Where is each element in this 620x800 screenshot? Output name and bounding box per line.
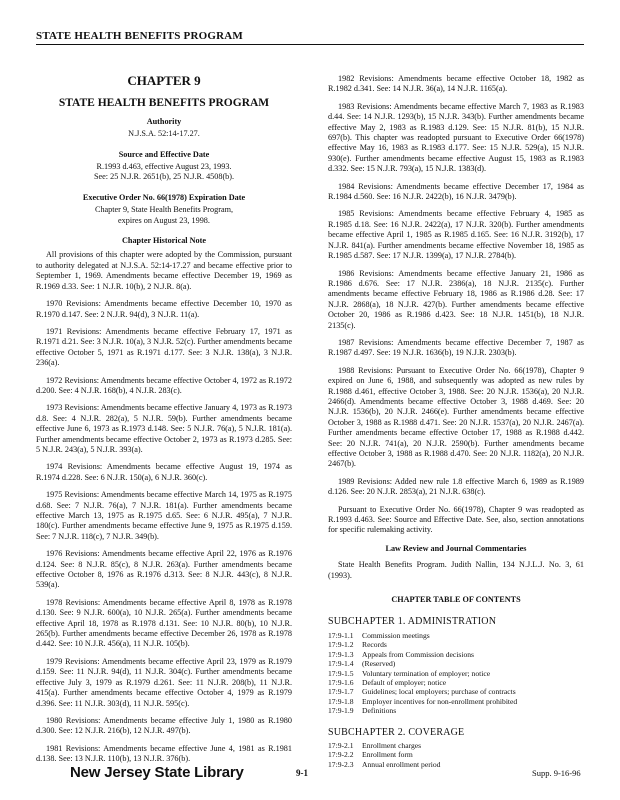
toc-section-number: 17:9-2.1 [328, 740, 354, 750]
authority-text: N.J.S.A. 52:14-17.27. [128, 129, 200, 139]
toc-list [328, 631, 584, 716]
toc-section-number: 17:9-1.2 [328, 640, 354, 650]
history-paragraph: 1980 Revisions: Amendments became effective July 1, 1980 as R.1980 d.300. See: 12 N.J.R. 216(b), 12 N.J.R. 497(b). [36, 715, 292, 736]
history-paragraph: All provisions of this chapter were adopted by the Commission, pursuant to authority delegated at N.J.S.A. 52:14-17.27 and became effective prior to September 1, 1969. Amendments became effective December 19, 1969 as R.1969 d.33. See: 1 N.J.R. 10(b), 2 N.J.R. 8(a). [36, 250, 292, 291]
toc-row[interactable] [328, 741, 584, 750]
history-paragraph: 1989 Revisions: Added new rule 1.8 effective March 6, 1989 as R.1989 d.126. See: 20 N.J.R. 2853(a), 21 N.J.R. 638(c). [328, 476, 584, 497]
history-paragraph: 1974 Revisions: Amendments became effective August 19, 1974 as R.1974 d.228. See: 6 N.J.R. 150(a), 6 N.J.R. 360(c). [36, 462, 292, 482]
toc-section-number: 17:9-1.7 [328, 687, 354, 697]
history-paragraph: 1988 Revisions: Pursuant to Executive Order No. 66(1978), Chapter 9 expired on June 6, 1988, and subsequently was adopted as new rules by R.1988 d.461, effective October 3, 1988. See: 20 N.J.R. 1536(a), 20 N.J.R. 2466(d). Amendments became effective October 3, 1988 d.469. See: 20 N.J.R. 1536(b), 20 N.J.R. 2466(e). Further amendments became effective October 3, 1988 as R.1988 d.471. See: 20 N.J.R. 1537(a), 20 N.J.R. 2467(a). Further amendments became effective October 17, 1988 as R.1988 d.442. See: 20 N.J.R. 741(a), 20 N.J.R. 2590(b). Further amendments became effective October 3, 1988 as R.1988 d.470. See: 20 N.J.R. 1182(a), 20 N.J.R. 2467(b). [328, 365, 584, 469]
toc-section-title: Voluntary termination of employer; notice [362, 668, 491, 678]
toc-section-title: (Reserved) [362, 659, 396, 669]
toc-row[interactable] [328, 650, 584, 659]
history-paragraph: 1971 Revisions: Amendments became effective February 17, 1971 as R.1971 d.21. See: 3 N.J.R. 10(a), 3 N.J.R. 52(c). Further amendments became effective October 5, 1971 as R.1971 d.177. See: 3 N.J.R. 138(a), 3 N.J.R. 236(a). [36, 326, 292, 368]
history-paragraph: 1975 Revisions: Amendments became effective March 14, 1975 as R.1975 d.68. See: 7 N.J.R. 76(a), 7 N.J.R. 181(a). Further amendments became effective March 13, 1975 as R.1975 d.65. See: 6 N.J.R. 495(a), 7 N.J.R. 180(c). Further amendments became effective June 9, 1975 as R.1975 d.159. See: 7 N.J.R. 118(c), 7 N.J.R. 349(b). [36, 490, 292, 541]
chapter-number: CHAPTER 9 [127, 73, 201, 88]
toc-section-number: 17:9-1.6 [328, 677, 354, 687]
authority-heading: Authority [146, 116, 182, 126]
right-column [328, 74, 584, 769]
toc-row[interactable] [328, 706, 584, 715]
history-paragraph: 1987 Revisions: Amendments became effective December 7, 1987 as R.1987 d.497. See: 19 N.J.R. 1636(b), 19 N.J.R. 2303(b). [328, 337, 584, 358]
toc-row[interactable] [328, 640, 584, 649]
toc-section-title: Guidelines; local employers; purchase of contracts [362, 687, 516, 697]
toc-row[interactable] [328, 669, 584, 678]
exec-order-heading: Executive Order No. 66(1978) Expiration Date [82, 192, 246, 202]
history-paragraph: 1978 Revisions: Amendments became effective April 8, 1978 as R.1978 d.130. See: 9 N.J.R. 600(a), 10 N.J.R. 265(a). Further amendments became effective April 18, 1978 as R.1978 d.131. See: 10 N.J.R. 80(b), 10 N.J.R. 265(b). Further amendments became effective December 26, 1978 as R.1978 d.442. See: 10 N.J.R. 456(a), 11 N.J.R. 105(b). [36, 597, 292, 649]
subchapter-2-title: SUBCHAPTER 2. COVERAGE [328, 726, 465, 738]
left-column [36, 72, 292, 772]
page-number: 9-1 [296, 768, 308, 778]
history-paragraph: 1982 Revisions: Amendments became effective October 18, 1982 as R.1982 d.341. See: 14 N.J.R. 36(a), 14 N.J.R. 1165(a). [328, 74, 584, 94]
toc-section-title: Default of employer; notice [362, 677, 447, 687]
exec-order-line: Chapter 9, State Health Benefits Program, [94, 205, 234, 215]
toc-row[interactable] [328, 697, 584, 706]
toc-section-title: Annual enrollment period [362, 759, 441, 769]
toc-row[interactable] [328, 678, 584, 687]
chapter-title: STATE HEALTH BENEFITS PROGRAM [58, 97, 270, 110]
toc-section-number: 17:9-1.9 [328, 706, 354, 716]
source-heading: Source and Effective Date [118, 149, 210, 159]
toc-section-title: Enrollment form [362, 750, 413, 760]
history-paragraph: 1983 Revisions: Amendments became effective March 7, 1983 as R.1983 d.44. See: 14 N.J.R. 1293(b), 15 N.J.R. 343(b). Further amendments became effective May 2, 1983 as R.1983 d.129. See: 15 N.J.R. 81(b), 15 N.J.R. 697(b). This chapter was readopted pursuant to Executive Order 66(1978) effective May 16, 1983 as R.1983 d.177. See: 15 N.J.R. 529(a), 15 N.J.R. 930(e). Further amendments became effective August 15, 1983 as R.1983 d.332. See: 15 N.J.R. 793(a), 15 N.J.R. 1383(d). [328, 101, 584, 174]
law-review-text: State Health Benefits Program. Judith Nallin, 134 N.J.L.J. No. 3, 61 (1993). [328, 560, 584, 580]
exec-order-line: expires on August 23, 1998. [118, 215, 210, 225]
toc-section-number: 17:9-1.5 [328, 668, 354, 678]
toc-list [328, 741, 584, 769]
source-line: See: 25 N.J.R. 2651(b), 25 N.J.R. 4508(b). [93, 172, 235, 182]
supplement-date: Supp. 9-16-96 [532, 768, 581, 778]
toc-section-title: Commission meetings [362, 630, 430, 640]
toc-section-title: Employer incentives for non-enrollment prohibited [362, 696, 518, 706]
toc-section-number: 17:9-1.3 [328, 649, 354, 659]
library-logo: New Jersey State Library [70, 764, 244, 781]
toc-row[interactable] [328, 659, 584, 668]
toc-section-number: 17:9-1.8 [328, 696, 354, 706]
history-paragraph: 1979 Revisions: Amendments became effective April 23, 1979 as R.1979 d.159. See: 11 N.J.R. 94(d), 11 N.J.R. 304(c). Further amendments became effective July 3, 1979 as R.1979 d.261. See: 11 N.J.R. 208(b), 11 N.J.R. 415(a). Further amendments became effective October 4, 1979 as R.1979 d.396. See: 11 N.J.R. 303(d), 11 N.J.R. 595(c). [36, 656, 292, 708]
history-paragraph: Pursuant to Executive Order No. 66(1978), Chapter 9 was readopted as R.1993 d.463. See: Source and Effective Date. See, also, section annotations for specific rulemaking activity. [328, 504, 584, 535]
toc-section-title: Definitions [362, 706, 397, 716]
history-paragraph: 1973 Revisions: Amendments became effective January 4, 1973 as R.1973 d.8. See: 4 N.J.R. 282(a), 5 N.J.R. 59(b). Further amendments became effective June 6, 1973 as R.1973 d.148. See: 5 N.J.R. 76(a), 5 N.J.R. 181(a). Further amendments became effective October 2, 1973 as R.1973 d.285. See: 5 N.J.R. 243(a), 5 N.J.R. 393(a). [36, 403, 292, 454]
history-paragraph: 1970 Revisions: Amendments became effective December 10, 1970 as R.1970 d.147. See: 2 N.J.R. 94(d), 3 N.J.R. 11(a). [36, 299, 292, 319]
history-paragraph: 1976 Revisions: Amendments became effective April 22, 1976 as R.1976 d.124. See: 8 N.J.R. 85(c), 8 N.J.R. 263(a). Further amendments became effective October 8, 1976 as R.1976 d.313. See: 8 N.J.R. 443(c), 8 N.J.R. 539(a). [36, 549, 292, 590]
toc-section-number: 17:9-1.4 [328, 659, 354, 669]
source-line: R.1993 d.463, effective August 23, 1993. [96, 162, 232, 172]
history-paragraph: 1972 Revisions: Amendments became effective October 4, 1972 as R.1972 d.200. See: 4 N.J.R. 168(b), 4 N.J.R. 283(c). [36, 375, 292, 395]
toc-section-title: Records [362, 640, 387, 650]
history-paragraph: 1981 Revisions: Amendments became effective June 4, 1981 as R.1981 d.138. See: 13 N.J.R. 110(b), 13 N.J.R. 376(b). [36, 743, 292, 764]
history-paragraph: 1985 Revisions: Amendments became effective February 4, 1985 as R.1985 d.18. See: 16 N.J.R. 2422(a), 17 N.J.R. 320(b). Further amendments became effective April 1, 1985 as R.1985 d.165. See: 16 N.J.R. 3192(b), 17 N.J.R. 841(a). Further amendments became effective November 18, 1985 as R.1985 d.587. See: 17 N.J.R. 1399(a), 17 N.J.R. 2784(b). [328, 209, 584, 261]
toc-section-number: 17:9-2.2 [328, 750, 354, 760]
history-paragraph: 1984 Revisions: Amendments became effective December 17, 1984 as R.1984 d.560. See: 16 N.J.R. 2422(b), 16 N.J.R. 3479(b). [328, 181, 584, 202]
history-heading: Chapter Historical Note [122, 236, 206, 246]
toc-section-title: Appeals from Commission decisions [362, 649, 475, 659]
law-review-heading: Law Review and Journal Commentaries [385, 543, 527, 553]
toc-heading: CHAPTER TABLE OF CONTENTS [391, 595, 521, 605]
toc-section-number: 17:9-1.1 [328, 630, 354, 640]
running-head: STATE HEALTH BENEFITS PROGRAM [36, 30, 584, 45]
toc-row[interactable] [328, 750, 584, 759]
history-paragraph: 1986 Revisions: Amendments became effective January 21, 1986 as R.1986 d.676. See: 17 N.J.R. 2386(a), 18 N.J.R. 2135(c). Further amendments became effective February 18, 1986 as R.1986 d.28. See: 17 N.J.R. 2868(a), 18 N.J.R. 427(b). Further amendments became effective October 20, 1986 as R.1986 d.423. See: 18 N.J.R. 1451(b), 18 N.J.R. 2135(c). [328, 268, 584, 330]
toc-section-number: 17:9-2.3 [328, 759, 354, 769]
toc-section-title: Enrollment charges [362, 740, 422, 750]
subchapter-1-title: SUBCHAPTER 1. ADMINISTRATION [328, 616, 497, 628]
toc-row[interactable] [328, 687, 584, 696]
toc-row[interactable] [328, 631, 584, 640]
